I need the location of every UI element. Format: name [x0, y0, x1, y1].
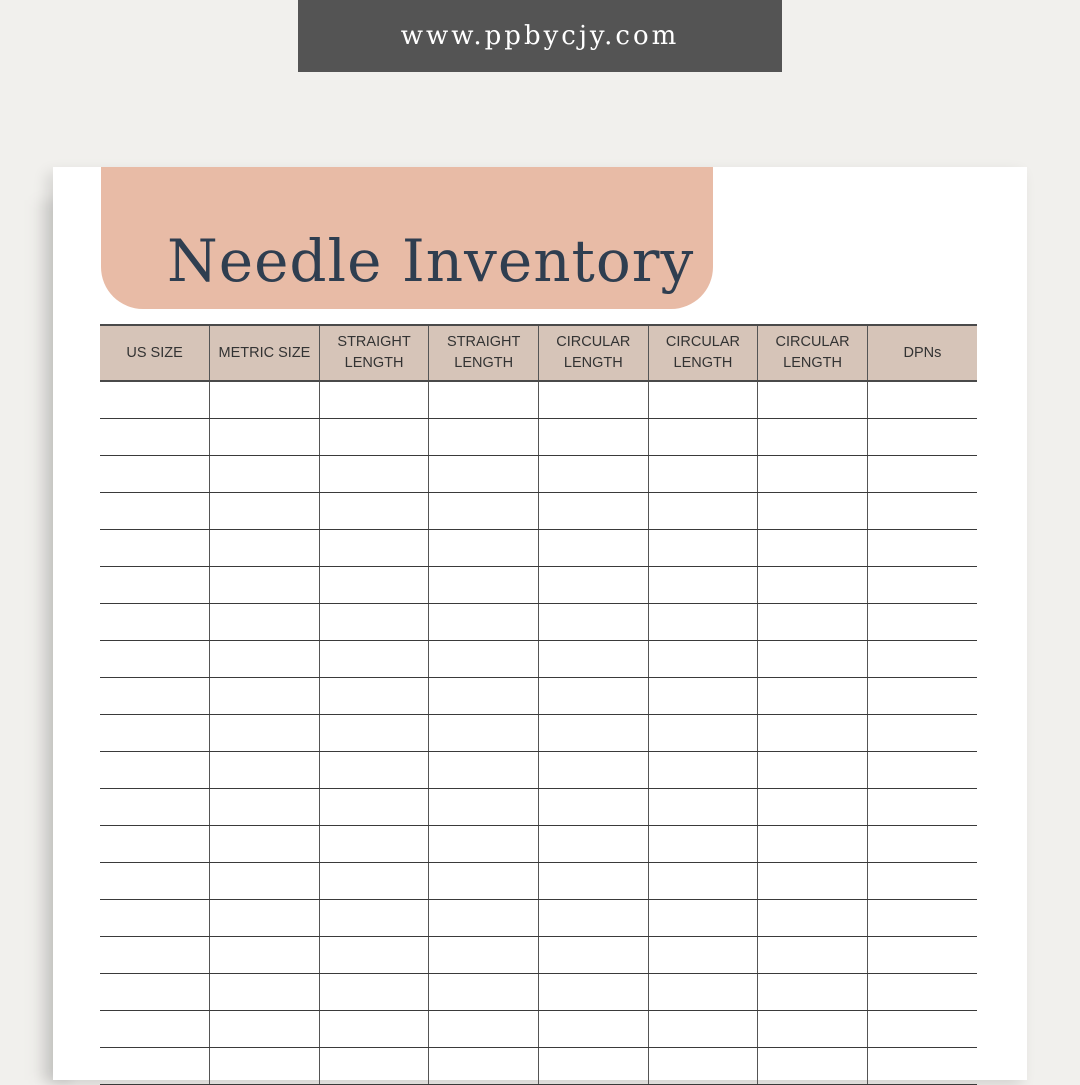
- blank-cell: [100, 604, 210, 641]
- blank-cell: [758, 937, 868, 974]
- column-header-text: LENGTH: [454, 355, 514, 371]
- blank-cell: [210, 863, 320, 900]
- column-header-7: [758, 325, 868, 381]
- blank-cell: [210, 493, 320, 530]
- blank-cell: [758, 752, 868, 789]
- column-header-6: [648, 325, 758, 381]
- column-header-text: LENGTH: [344, 355, 404, 371]
- blank-cell: [648, 493, 758, 530]
- table-row: [100, 678, 977, 715]
- column-header-2: [210, 325, 320, 381]
- blank-cell: [100, 530, 210, 567]
- blank-cell: [867, 1048, 977, 1085]
- blank-cell: [429, 493, 539, 530]
- blank-cell: [100, 900, 210, 937]
- blank-cell: [210, 381, 320, 419]
- blank-cell: [429, 974, 539, 1011]
- blank-cell: [758, 641, 868, 678]
- column-header-5: [539, 325, 649, 381]
- table-body: [100, 381, 977, 1085]
- blank-cell: [429, 752, 539, 789]
- blank-cell: [648, 456, 758, 493]
- blank-cell: [100, 1048, 210, 1085]
- blank-cell: [758, 456, 868, 493]
- blank-cell: [539, 937, 649, 974]
- column-header-4: [429, 325, 539, 381]
- blank-cell: [648, 826, 758, 863]
- blank-cell: [319, 752, 429, 789]
- blank-cell: [758, 826, 868, 863]
- column-header-text: CIRCULAR: [665, 334, 740, 350]
- blank-cell: [867, 826, 977, 863]
- blank-cell: [648, 530, 758, 567]
- blank-cell: [758, 1011, 868, 1048]
- blank-cell: [319, 900, 429, 937]
- column-header-text: US SIZE: [126, 344, 183, 361]
- blank-cell: [100, 789, 210, 826]
- blank-cell: [867, 715, 977, 752]
- blank-cell: [429, 604, 539, 641]
- column-header-text: LENGTH: [783, 355, 842, 371]
- blank-cell: [100, 456, 210, 493]
- blank-cell: [210, 567, 320, 604]
- blank-cell: [867, 937, 977, 974]
- blank-cell: [758, 604, 868, 641]
- blank-cell: [100, 863, 210, 900]
- blank-cell: [539, 567, 649, 604]
- table-row: [100, 493, 977, 530]
- blank-cell: [429, 530, 539, 567]
- blank-cell: [539, 863, 649, 900]
- blank-cell: [319, 530, 429, 567]
- blank-cell: [210, 826, 320, 863]
- blank-cell: [758, 381, 868, 419]
- blank-cell: [648, 789, 758, 826]
- table-row: [100, 715, 977, 752]
- blank-cell: [100, 567, 210, 604]
- blank-cell: [210, 900, 320, 937]
- blank-cell: [539, 419, 649, 456]
- blank-cell: [210, 530, 320, 567]
- blank-cell: [867, 752, 977, 789]
- table-header: [100, 325, 977, 381]
- blank-cell: [539, 789, 649, 826]
- table-row: [100, 567, 977, 604]
- blank-cell: [867, 789, 977, 826]
- blank-cell: [429, 456, 539, 493]
- inventory-table-wrap: [100, 324, 977, 1085]
- blank-cell: [539, 604, 649, 641]
- blank-cell: [100, 715, 210, 752]
- blank-cell: [539, 974, 649, 1011]
- blank-cell: [319, 456, 429, 493]
- blank-cell: [867, 567, 977, 604]
- blank-cell: [867, 419, 977, 456]
- blank-cell: [867, 381, 977, 419]
- blank-cell: [429, 567, 539, 604]
- blank-cell: [319, 381, 429, 419]
- blank-cell: [429, 789, 539, 826]
- blank-cell: [867, 974, 977, 1011]
- blank-cell: [648, 974, 758, 1011]
- blank-cell: [867, 1011, 977, 1048]
- blank-cell: [539, 493, 649, 530]
- blank-cell: [319, 1048, 429, 1085]
- blank-cell: [648, 863, 758, 900]
- blank-cell: [210, 678, 320, 715]
- blank-cell: [539, 1011, 649, 1048]
- website-url: www.ppbycjy.com: [400, 21, 680, 51]
- blank-cell: [539, 456, 649, 493]
- column-header-text: STRAIGHT: [447, 334, 521, 350]
- blank-cell: [210, 456, 320, 493]
- column-header-text: CIRCULAR: [775, 334, 850, 350]
- table-row: [100, 530, 977, 567]
- blank-cell: [210, 641, 320, 678]
- blank-cell: [867, 863, 977, 900]
- blank-cell: [210, 715, 320, 752]
- blank-cell: [539, 530, 649, 567]
- blank-cell: [539, 641, 649, 678]
- blank-cell: [648, 715, 758, 752]
- blank-cell: [210, 604, 320, 641]
- blank-cell: [539, 752, 649, 789]
- printable-page: [53, 167, 1027, 1080]
- blank-cell: [100, 641, 210, 678]
- blank-cell: [319, 678, 429, 715]
- blank-cell: [429, 419, 539, 456]
- blank-cell: [867, 604, 977, 641]
- table-row: [100, 604, 977, 641]
- blank-cell: [429, 641, 539, 678]
- blank-cell: [100, 493, 210, 530]
- blank-cell: [648, 678, 758, 715]
- blank-cell: [319, 567, 429, 604]
- blank-cell: [319, 1011, 429, 1048]
- blank-cell: [539, 826, 649, 863]
- blank-cell: [429, 863, 539, 900]
- blank-cell: [210, 419, 320, 456]
- blank-cell: [758, 974, 868, 1011]
- blank-cell: [319, 419, 429, 456]
- blank-cell: [319, 641, 429, 678]
- blank-cell: [100, 419, 210, 456]
- table-row: [100, 1048, 977, 1085]
- column-header-3: [319, 325, 429, 381]
- blank-cell: [758, 715, 868, 752]
- blank-cell: [429, 937, 539, 974]
- blank-cell: [867, 530, 977, 567]
- table-row: [100, 381, 977, 419]
- blank-cell: [758, 419, 868, 456]
- blank-cell: [100, 678, 210, 715]
- blank-cell: [429, 715, 539, 752]
- column-header-text: DPNs: [903, 344, 942, 361]
- blank-cell: [539, 381, 649, 419]
- blank-cell: [429, 1048, 539, 1085]
- table-row: [100, 974, 977, 1011]
- blank-cell: [648, 937, 758, 974]
- column-header-1: [100, 325, 210, 381]
- blank-cell: [758, 900, 868, 937]
- blank-cell: [758, 493, 868, 530]
- blank-cell: [758, 1048, 868, 1085]
- column-header-text: LENGTH: [563, 355, 623, 371]
- table-row: [100, 641, 977, 678]
- url-banner: [298, 0, 782, 72]
- blank-cell: [648, 604, 758, 641]
- blank-cell: [319, 604, 429, 641]
- blank-cell: [539, 678, 649, 715]
- table-row: [100, 900, 977, 937]
- blank-cell: [319, 863, 429, 900]
- blank-cell: [319, 826, 429, 863]
- blank-cell: [319, 937, 429, 974]
- blank-cell: [867, 900, 977, 937]
- table-row: [100, 863, 977, 900]
- title-tab: [101, 167, 713, 309]
- blank-cell: [100, 1011, 210, 1048]
- blank-cell: [100, 937, 210, 974]
- blank-cell: [867, 493, 977, 530]
- blank-cell: [867, 641, 977, 678]
- table-row: [100, 752, 977, 789]
- column-header-text: LENGTH: [673, 355, 733, 371]
- blank-cell: [867, 456, 977, 493]
- blank-cell: [648, 1011, 758, 1048]
- blank-cell: [758, 789, 868, 826]
- table-row: [100, 826, 977, 863]
- blank-cell: [319, 789, 429, 826]
- blank-cell: [648, 381, 758, 419]
- blank-cell: [210, 752, 320, 789]
- blank-cell: [210, 789, 320, 826]
- blank-cell: [100, 752, 210, 789]
- table-row: [100, 937, 977, 974]
- blank-cell: [319, 974, 429, 1011]
- blank-cell: [429, 826, 539, 863]
- header-row: [100, 325, 977, 381]
- blank-cell: [648, 1048, 758, 1085]
- blank-cell: [648, 752, 758, 789]
- blank-cell: [319, 715, 429, 752]
- needle-inventory-table: [100, 324, 977, 1085]
- blank-cell: [210, 937, 320, 974]
- table-row: [100, 419, 977, 456]
- column-header-text: CIRCULAR: [556, 334, 631, 350]
- blank-cell: [539, 715, 649, 752]
- blank-cell: [100, 826, 210, 863]
- blank-cell: [429, 1011, 539, 1048]
- table-row: [100, 456, 977, 493]
- blank-cell: [429, 678, 539, 715]
- blank-cell: [758, 863, 868, 900]
- table-row: [100, 1011, 977, 1048]
- column-header-text: METRIC SIZE: [218, 344, 311, 361]
- blank-cell: [100, 974, 210, 1011]
- blank-cell: [100, 381, 210, 419]
- blank-cell: [867, 678, 977, 715]
- blank-cell: [758, 567, 868, 604]
- blank-cell: [758, 530, 868, 567]
- blank-cell: [319, 493, 429, 530]
- blank-cell: [429, 900, 539, 937]
- blank-cell: [539, 1048, 649, 1085]
- blank-cell: [758, 678, 868, 715]
- blank-cell: [539, 900, 649, 937]
- blank-cell: [648, 419, 758, 456]
- blank-cell: [429, 381, 539, 419]
- column-header-8: [867, 325, 977, 381]
- blank-cell: [210, 974, 320, 1011]
- blank-cell: [648, 900, 758, 937]
- blank-cell: [648, 641, 758, 678]
- blank-cell: [210, 1011, 320, 1048]
- blank-cell: [210, 1048, 320, 1085]
- column-header-text: STRAIGHT: [337, 334, 411, 350]
- table-row: [100, 789, 977, 826]
- page-title: Needle Inventory: [167, 227, 695, 295]
- blank-cell: [648, 567, 758, 604]
